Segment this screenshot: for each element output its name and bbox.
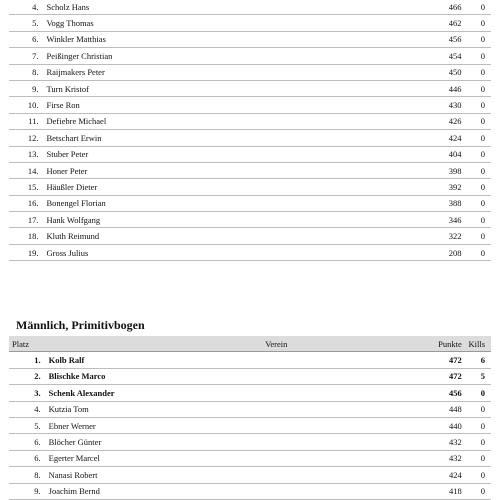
club-cell (265, 401, 384, 417)
table-row (9, 385, 491, 401)
club-cell (265, 385, 384, 401)
club-cell (253, 195, 380, 211)
club-cell (265, 417, 384, 433)
kills-cell: 6 (462, 352, 491, 368)
name-cell: Blöcher Günter (45, 434, 266, 450)
table-row (9, 244, 491, 260)
name-cell: Kolb Ralf (45, 352, 266, 368)
points-cell: 404 (379, 146, 461, 162)
club-cell (253, 64, 380, 80)
name-cell: Turn Kristof (42, 80, 252, 96)
rank-cell: 6. (9, 31, 42, 47)
name-cell: Firse Ron (42, 97, 252, 113)
kills-cell: 0 (461, 15, 491, 31)
name-cell: Joachim Bernd (45, 483, 266, 499)
kills-cell: 0 (461, 244, 491, 260)
header-name (45, 336, 266, 352)
kills-cell: 0 (461, 0, 491, 15)
points-cell: 388 (379, 195, 461, 211)
results-table-primitivbogen (9, 336, 491, 500)
club-cell (265, 434, 384, 450)
points-cell: 454 (379, 48, 461, 64)
kills-cell: 5 (462, 368, 491, 384)
table-row (9, 0, 491, 15)
table-row (9, 15, 491, 31)
points-cell: 424 (384, 467, 462, 483)
rank-cell: 9. (9, 80, 42, 96)
name-cell: Ebner Werner (45, 417, 266, 433)
club-cell (253, 80, 380, 96)
table-row (9, 401, 491, 417)
club-cell (253, 162, 380, 178)
club-cell (253, 15, 380, 31)
kills-cell: 0 (461, 146, 491, 162)
kills-cell: 0 (462, 467, 491, 483)
table-row (9, 162, 491, 178)
club-cell (265, 467, 384, 483)
rank-cell: 17. (9, 212, 42, 228)
points-cell: 322 (379, 228, 461, 244)
kills-cell: 0 (462, 385, 491, 401)
results-table-primitivbogen-body (9, 352, 491, 500)
name-cell: Häußler Dieter (42, 179, 252, 195)
table-row (9, 450, 491, 466)
club-cell (253, 146, 380, 162)
points-cell: 424 (379, 130, 461, 146)
kills-cell: 0 (461, 80, 491, 96)
name-cell: Kluth Reimund (42, 228, 252, 244)
club-cell (265, 368, 384, 384)
kills-cell: 0 (462, 434, 491, 450)
kills-cell: 0 (461, 195, 491, 211)
table-row (9, 417, 491, 433)
club-cell (265, 450, 384, 466)
table-row (9, 64, 491, 80)
table-row (9, 228, 491, 244)
kills-cell: 0 (461, 97, 491, 113)
header-punkte: Punkte (384, 336, 462, 352)
points-cell: 472 (384, 368, 462, 384)
points-cell: 432 (384, 434, 462, 450)
name-cell: Defiebre Michael (42, 113, 252, 129)
club-cell (253, 228, 380, 244)
name-cell: Honer Peter (42, 162, 252, 178)
points-cell: 432 (384, 450, 462, 466)
table-row (9, 146, 491, 162)
table-row (9, 113, 491, 129)
name-cell: Kutzia Tom (45, 401, 266, 417)
club-cell (253, 179, 380, 195)
rank-cell: 8. (9, 64, 42, 80)
points-cell: 430 (379, 97, 461, 113)
rank-cell: 3. (9, 385, 45, 401)
table-row (9, 80, 491, 96)
kills-cell: 0 (462, 450, 491, 466)
points-cell: 456 (384, 385, 462, 401)
rank-cell: 12. (9, 130, 42, 146)
points-cell: 450 (379, 64, 461, 80)
club-cell (265, 483, 384, 499)
table-row (9, 483, 491, 499)
points-cell: 418 (384, 483, 462, 499)
name-cell: Peißinger Christian (42, 48, 252, 64)
points-cell: 398 (379, 162, 461, 178)
table-row (9, 212, 491, 228)
points-cell: 462 (379, 15, 461, 31)
rank-cell: 10. (9, 97, 42, 113)
name-cell: Betschart Erwin (42, 130, 252, 146)
rank-cell: 18. (9, 228, 42, 244)
kills-cell: 0 (461, 113, 491, 129)
rank-cell: 1. (9, 352, 45, 368)
results-table-previous (9, 0, 491, 261)
rank-cell: 5. (9, 417, 45, 433)
rank-cell: 19. (9, 244, 42, 260)
kills-cell: 0 (462, 483, 491, 499)
points-cell: 472 (384, 352, 462, 368)
name-cell: Vogg Thomas (42, 15, 252, 31)
rank-cell: 16. (9, 195, 42, 211)
club-cell (253, 97, 380, 113)
rank-cell: 8. (9, 467, 45, 483)
club-cell (253, 244, 380, 260)
club-cell (253, 212, 380, 228)
club-cell (253, 130, 380, 146)
table-header-row (9, 336, 491, 352)
points-cell: 426 (379, 113, 461, 129)
rank-cell: 14. (9, 162, 42, 178)
name-cell: Nanasi Robert (45, 467, 266, 483)
points-cell: 440 (384, 417, 462, 433)
name-cell: Raijmakers Peter (42, 64, 252, 80)
table-row (9, 368, 491, 384)
table-row (9, 179, 491, 195)
name-cell: Hank Wolfgang (42, 212, 252, 228)
kills-cell: 0 (462, 417, 491, 433)
results-table-previous-body (9, 0, 491, 261)
rank-cell: 6. (9, 450, 45, 466)
table-row (9, 434, 491, 450)
kills-cell: 0 (461, 212, 491, 228)
kills-cell: 0 (461, 130, 491, 146)
rank-cell: 4. (9, 401, 45, 417)
table-row (9, 195, 491, 211)
rank-cell: 9. (9, 483, 45, 499)
kills-cell: 0 (461, 64, 491, 80)
table-row (9, 31, 491, 47)
header-platz: Platz (9, 336, 45, 352)
kills-cell: 0 (461, 31, 491, 47)
table-row (9, 352, 491, 368)
points-cell: 448 (384, 401, 462, 417)
name-cell: Bonengel Florian (42, 195, 252, 211)
rank-cell: 2. (9, 368, 45, 384)
points-cell: 346 (379, 212, 461, 228)
rank-cell: 13. (9, 146, 42, 162)
rank-cell: 7. (9, 48, 42, 64)
table-row (9, 130, 491, 146)
name-cell: Gross Julius (42, 244, 252, 260)
club-cell (265, 352, 384, 368)
section-title: Männlich, Primitivbogen (16, 318, 145, 332)
table-row (9, 467, 491, 483)
name-cell: Scholz Hans (42, 0, 252, 15)
kills-cell: 0 (462, 401, 491, 417)
name-cell: Blischke Marco (45, 368, 266, 384)
rank-cell: 5. (9, 15, 42, 31)
kills-cell: 0 (461, 48, 491, 64)
table-row (9, 48, 491, 64)
table-row (9, 97, 491, 113)
club-cell (253, 48, 380, 64)
rank-cell: 4. (9, 0, 42, 15)
kills-cell: 0 (461, 179, 491, 195)
name-cell: Winkler Matthias (42, 31, 252, 47)
points-cell: 392 (379, 179, 461, 195)
rank-cell: 15. (9, 179, 42, 195)
points-cell: 456 (379, 31, 461, 47)
points-cell: 466 (379, 0, 461, 15)
club-cell (253, 113, 380, 129)
club-cell (253, 31, 380, 47)
name-cell: Egerter Marcel (45, 450, 266, 466)
rank-cell: 11. (9, 113, 42, 129)
kills-cell: 0 (461, 228, 491, 244)
rank-cell: 6. (9, 434, 45, 450)
points-cell: 208 (379, 244, 461, 260)
kills-cell: 0 (461, 162, 491, 178)
header-verein: Verein (265, 336, 384, 352)
club-cell (253, 0, 380, 15)
name-cell: Schenk Alexander (45, 385, 266, 401)
table-header (9, 336, 491, 352)
name-cell: Stuber Peter (42, 146, 252, 162)
header-kills: Kills (462, 336, 491, 352)
points-cell: 446 (379, 80, 461, 96)
